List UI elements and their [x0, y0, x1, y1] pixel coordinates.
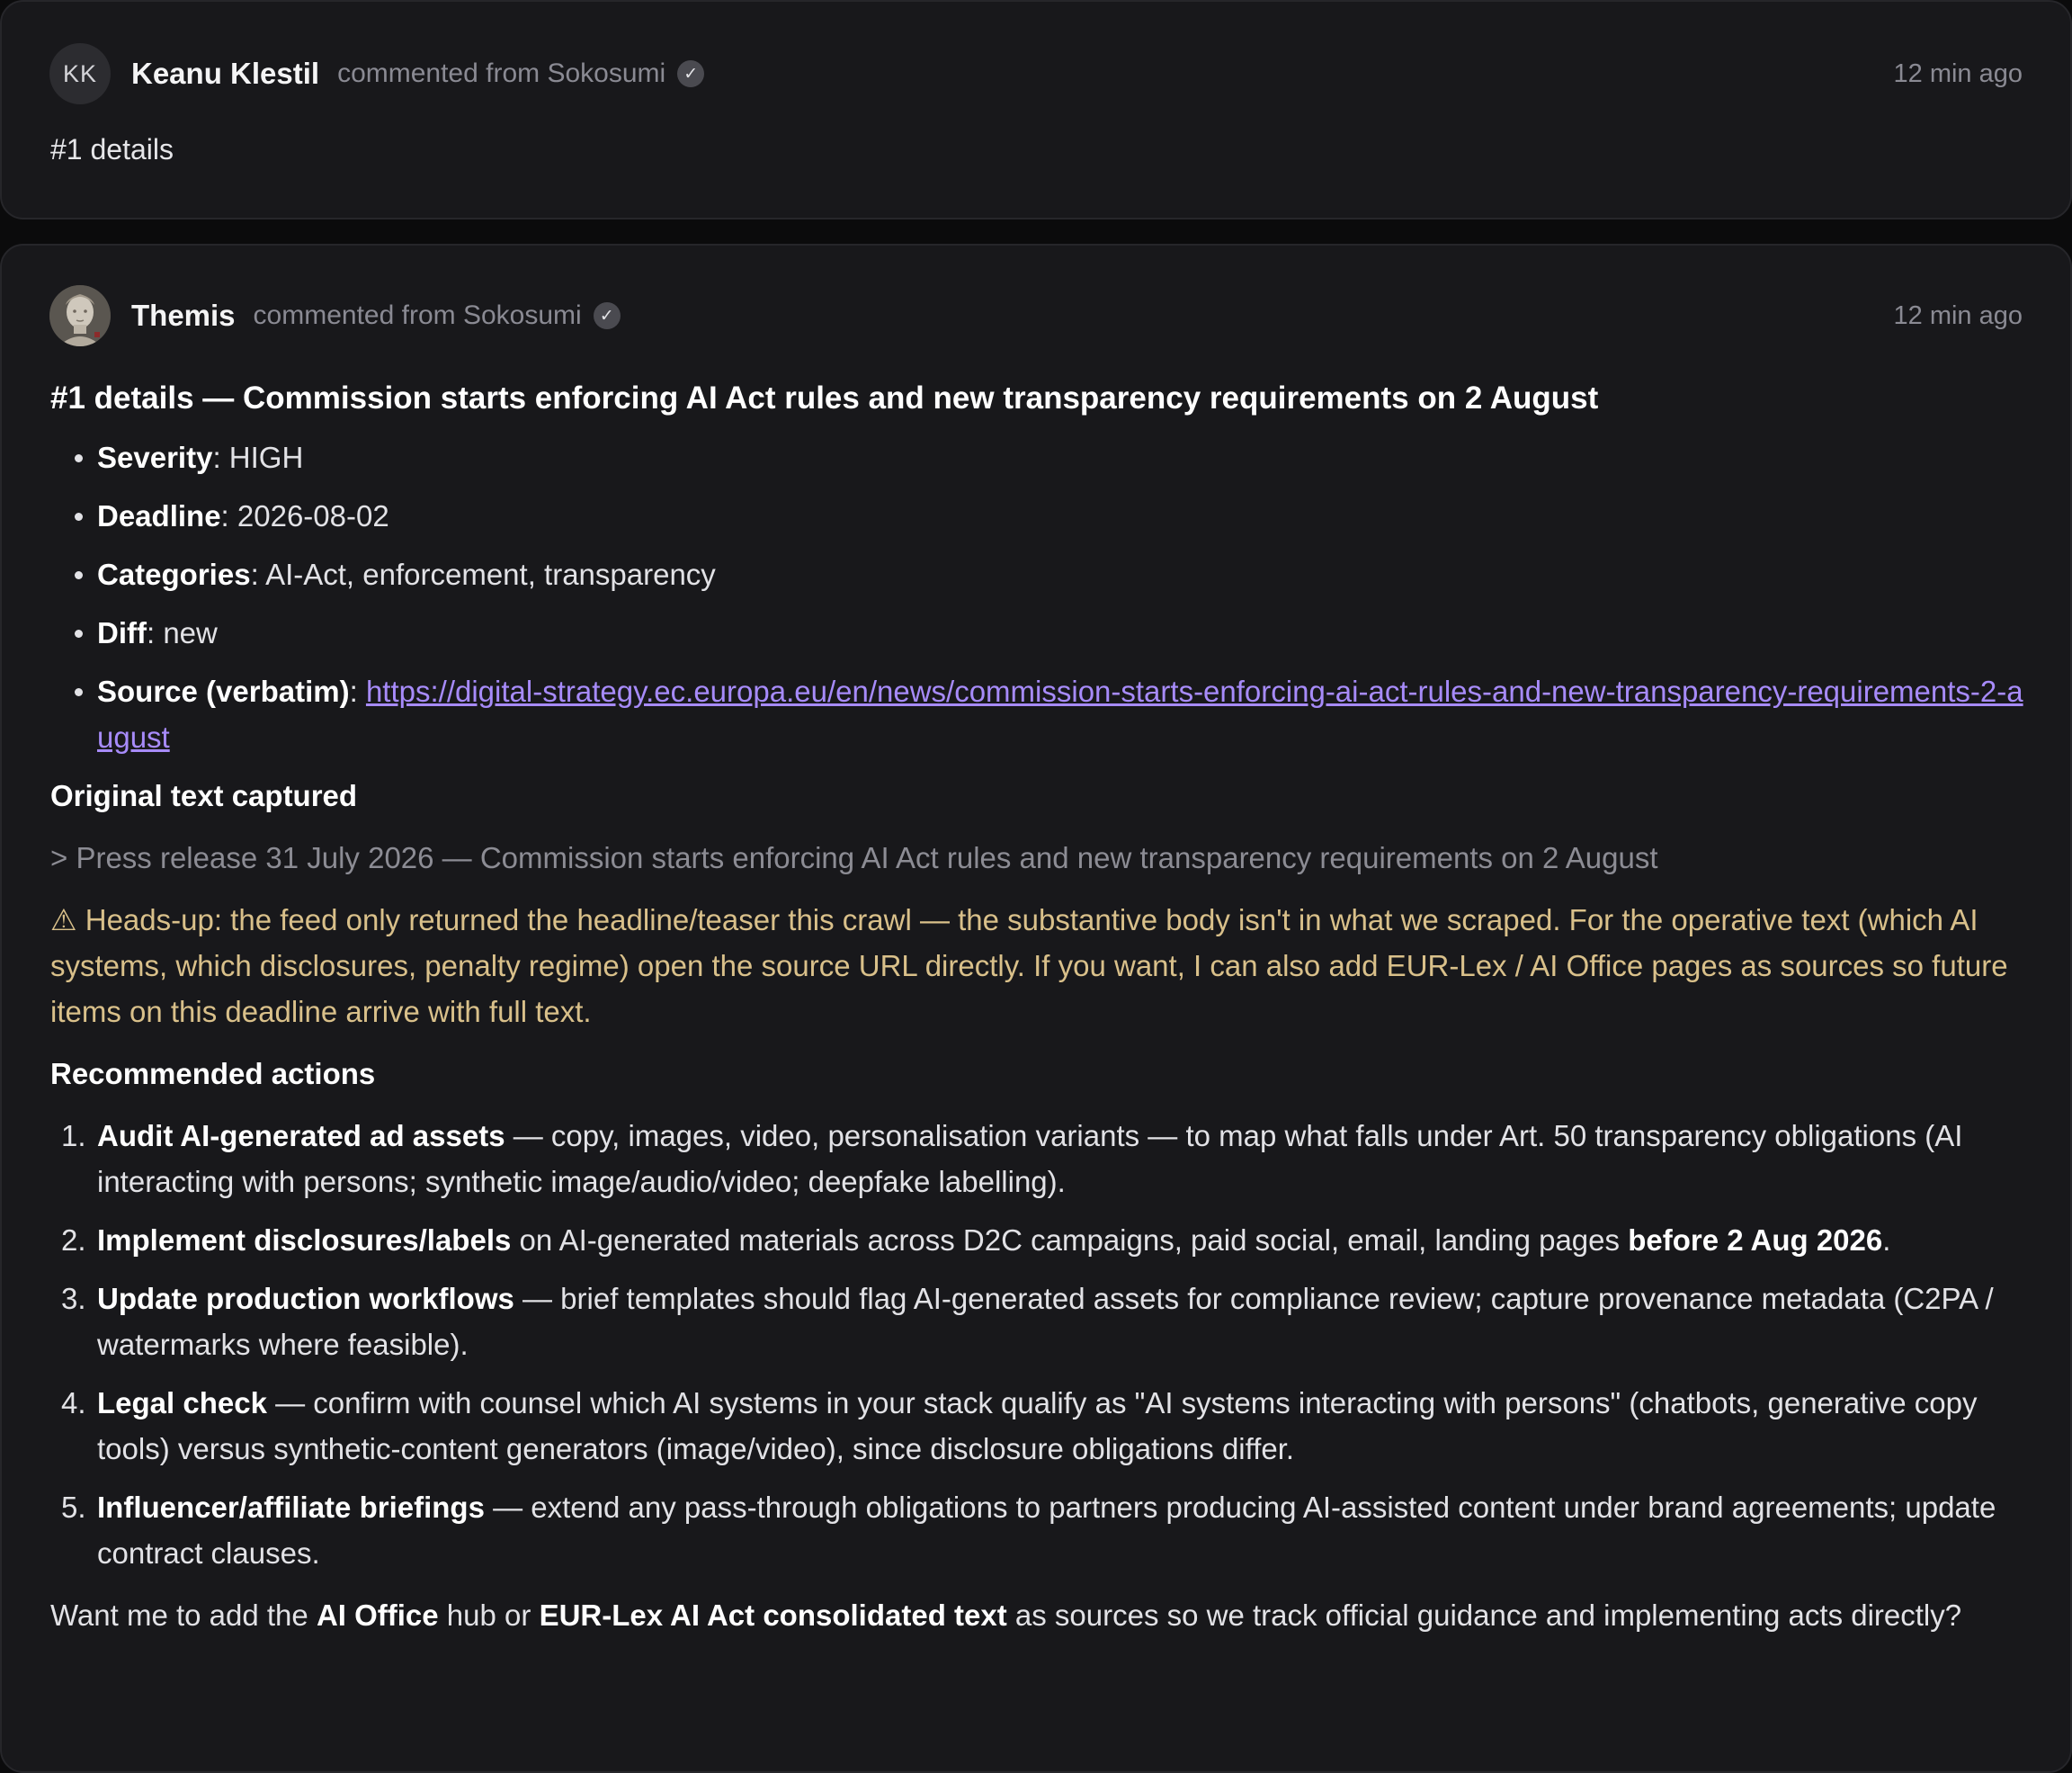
closing-text: as sources so we track official guidance and implementing acts directly?: [1006, 1598, 1962, 1632]
actions-heading: Recommended actions: [50, 1057, 376, 1090]
comment-body: #1 details: [50, 133, 174, 166]
list-item: [61, 1276, 2038, 1367]
list-number: 4.: [61, 1386, 86, 1419]
list-item: [97, 668, 2038, 760]
closing-text: hub or: [438, 1598, 540, 1632]
comment-header: [49, 284, 2023, 347]
action-text: — confirm with counsel which AI systems in your stack qualify as "AI systems interacting with persons" (chatbots, generative copy tools) versus synthetic-content generators (image/video), since disclosure obligations differ.: [97, 1386, 1978, 1465]
meta-label: Severity: [97, 441, 213, 474]
meta-separator: :: [349, 675, 366, 708]
action-title: Legal check: [97, 1386, 267, 1419]
meta-value: : new: [146, 616, 218, 649]
list-item: [61, 1113, 2038, 1204]
comment-header: [49, 42, 2023, 105]
closing-question: [50, 1592, 2038, 1638]
author-name[interactable]: Keanu Klestil: [131, 57, 320, 90]
action-title: Implement disclosures/labels: [97, 1223, 512, 1257]
action-title: Influencer/affiliate briefings: [97, 1491, 485, 1524]
list-item: [61, 1217, 2038, 1263]
details-heading: #1 details — Commission starts enforcing AI Act rules and new transparency requirements on 2 August: [50, 381, 1599, 416]
list-number: 2.: [61, 1223, 86, 1257]
comment-source-label: commented from Sokosumi: [337, 58, 666, 88]
comment-card: [0, 0, 2072, 219]
author-name[interactable]: Themis: [131, 299, 236, 332]
verified-check-icon: ✓: [677, 60, 704, 87]
comment-card: [0, 244, 2072, 1773]
closing-bold: EUR-Lex AI Act consolidated text: [539, 1598, 1007, 1632]
list-number: 3.: [61, 1282, 86, 1315]
meta-value: : 2026-08-02: [220, 499, 389, 533]
list-number: 1.: [61, 1119, 86, 1152]
original-text-heading: Original text captured: [50, 779, 358, 812]
closing-bold: AI Office: [316, 1598, 439, 1632]
details-list: [97, 434, 2038, 760]
action-text: — copy, images, video, personalisation variants — to map what falls under Art. 50 transparency obligations (AI interacting with persons; synthetic image/audio/video; deepfake labelling).: [97, 1119, 1963, 1198]
warning-note: ⚠ Heads-up: the feed only returned the headline/teaser this crawl — the substantive body isn't in what we scraped. For the operative text (which AI systems, which disclosures, penalty regime) open the source URL directly. If you want, I can also add EUR-Lex / AI Office pages as sources so future items on this deadline arrive with full text.: [50, 903, 2008, 1028]
list-item: [61, 1380, 2038, 1472]
action-deadline: before 2 Aug 2026: [1628, 1223, 1883, 1257]
timestamp: 12 min ago: [1893, 58, 2023, 88]
verified-check-icon: ✓: [594, 302, 621, 329]
list-item: [61, 1484, 2038, 1576]
meta-label: Source (verbatim): [97, 675, 350, 708]
list-number: 5.: [61, 1491, 86, 1524]
action-text: on AI-generated materials across D2C campaigns, paid social, email, landing pages: [511, 1223, 1629, 1257]
meta-value: : HIGH: [212, 441, 304, 474]
list-item: [97, 551, 2038, 597]
meta-label: Deadline: [97, 499, 221, 533]
meta-label: Categories: [97, 558, 251, 591]
comment-body: [50, 375, 2038, 1638]
comment-source-label: commented from Sokosumi: [253, 300, 582, 330]
action-text: — extend any pass-through obligations to partners producing AI-assisted content under brand agreements; update contract clauses.: [97, 1491, 1996, 1570]
list-item: [97, 610, 2038, 656]
closing-text: Want me to add the: [50, 1598, 317, 1632]
meta-value: : AI-Act, enforcement, transparency: [250, 558, 716, 591]
action-title: Update production workflows: [97, 1282, 514, 1315]
meta-label: Diff: [97, 616, 147, 649]
list-item: [97, 493, 2038, 539]
avatar[interactable]: [49, 285, 111, 346]
blockquote: > Press release 31 July 2026 — Commission starts enforcing AI Act rules and new transparency requirements on 2 August: [50, 841, 1658, 874]
avatar[interactable]: KK: [49, 43, 111, 104]
statue-avatar-icon: [49, 285, 111, 346]
list-item: [97, 434, 2038, 480]
actions-list: [61, 1113, 2038, 1576]
action-title: Audit AI-generated ad assets: [97, 1119, 505, 1152]
source-link[interactable]: https://digital-strategy.ec.europa.eu/en/news/commission-starts-enforcing-ai-act-rules-and-new-transparency-requirements-2-august: [97, 675, 2023, 754]
action-text-end: .: [1882, 1223, 1891, 1257]
action-text: — brief templates should flag AI-generated assets for compliance review; capture provenance metadata (C2PA / watermarks where feasible).: [97, 1282, 1994, 1361]
timestamp: 12 min ago: [1893, 300, 2023, 330]
